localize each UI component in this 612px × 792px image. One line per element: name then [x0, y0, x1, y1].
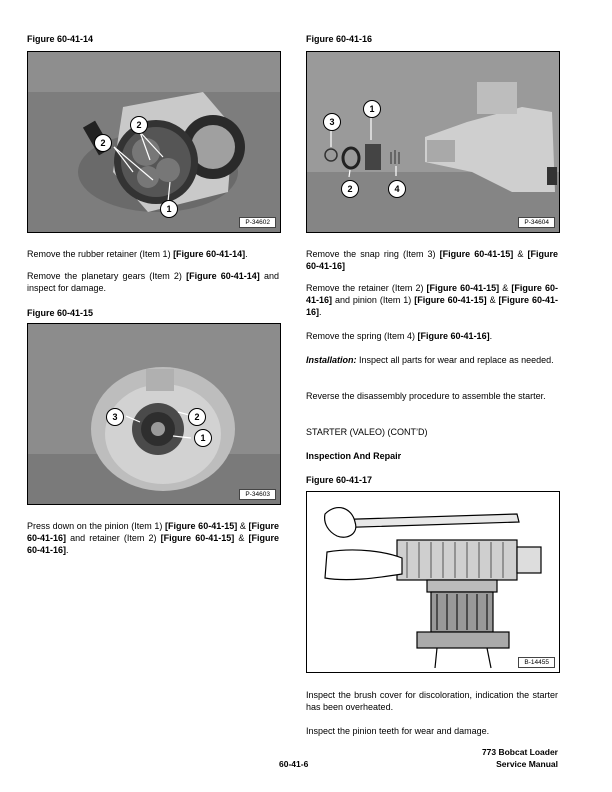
paragraph-remove-rubber-retainer: Remove the rubber retainer (Item 1) [Figure 60-41-14]. — [27, 249, 248, 259]
figure-60-41-14-photo — [27, 51, 281, 233]
callout-1: 1 — [194, 429, 212, 447]
callout-2: 2 — [341, 180, 359, 198]
callout-2b: 2 — [94, 134, 112, 152]
paragraph-remove-retainer-pinion: Remove the retainer (Item 2) [Figure 60-41-15] & [Figure 60-41-16] and pinion (Item 1) [Figure 60-41-15] & [Figure 60-41-16]. — [306, 283, 558, 317]
manual-title-line1: 773 Bobcat Loader — [481, 747, 558, 757]
callout-3: 3 — [106, 408, 124, 426]
callout-2: 2 — [188, 408, 206, 426]
drawing-number-tag: B-14455 — [518, 657, 555, 668]
figure-60-41-15-photo — [27, 323, 281, 505]
paragraph-remove-spring: Remove the spring (Item 4) [Figure 60-41-16]. — [306, 331, 493, 341]
figure-60-41-16-photo — [306, 51, 560, 233]
callout-2a: 2 — [130, 116, 148, 134]
paragraph-remove-planetary-gears: Remove the planetary gears (Item 2) [Figure 60-41-14] and inspect for damage. — [27, 271, 279, 293]
paragraph-inspect-brush-cover: Inspect the brush cover for discoloration, indication the starter has been overheated. — [306, 690, 558, 712]
callout-1: 1 — [160, 200, 178, 218]
paragraph-installation-note: Installation: Inspect all parts for wear and replace as needed. — [306, 355, 554, 365]
callout-3: 3 — [323, 113, 341, 131]
manual-title-line2: Service Manual — [496, 759, 558, 769]
figure-caption-16: Figure 60-41-16 — [306, 34, 373, 44]
photo-number-tag: P-34603 — [239, 489, 276, 500]
figure-caption-17: Figure 60-41-17 — [306, 475, 373, 485]
photo-number-tag: P-34602 — [239, 217, 276, 228]
paragraph-remove-snap-ring: Remove the snap ring (Item 3) [Figure 60-41-15] & [Figure 60-41-16] — [306, 249, 558, 271]
paragraph-press-down-pinion: Press down on the pinion (Item 1) [Figure 60-41-15] & [Figure 60-41-16] and retainer (Item 2) [Figure 60-41-15] & [Figure 60-41-16]. — [27, 521, 279, 555]
figure-caption-15: Figure 60-41-15 — [27, 308, 94, 318]
starter-parts-photo — [307, 52, 559, 232]
brush-cover-inspection-drawing — [307, 492, 559, 672]
figure-60-41-17-drawing — [306, 491, 560, 673]
starter-planetary-photo — [28, 52, 280, 232]
starter-pinion-photo — [28, 324, 280, 504]
photo-number-tag: P-34604 — [518, 217, 555, 228]
section-continued-label: STARTER (VALEO) (CONT’D) — [306, 427, 428, 437]
page-number: 60-41-6 — [279, 759, 309, 769]
callout-1: 1 — [363, 100, 381, 118]
callout-4: 4 — [388, 180, 406, 198]
figure-caption-14: Figure 60-41-14 — [27, 34, 94, 44]
paragraph-inspect-pinion-teeth: Inspect the pinion teeth for wear and damage. — [306, 726, 490, 736]
section-heading-inspection: Inspection And Repair — [306, 451, 402, 461]
paragraph-reverse-procedure: Reverse the disassembly procedure to assemble the starter. — [306, 391, 546, 401]
